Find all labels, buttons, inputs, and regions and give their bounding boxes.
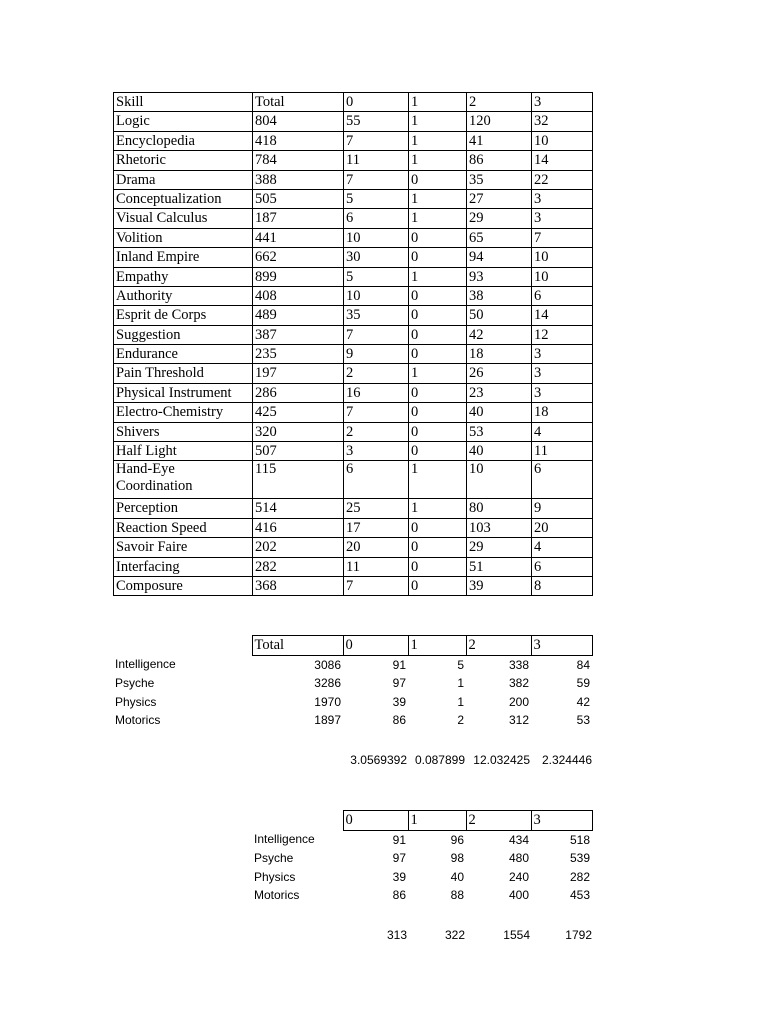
value-cell: 115 (253, 461, 344, 499)
value-cell: 202 (253, 538, 344, 557)
header-cell: Skill (114, 93, 253, 112)
value-cell: 1 (409, 364, 467, 383)
value-cell: 1 (409, 151, 467, 170)
value-cell: 6 (344, 461, 409, 499)
value-cell: 1 (409, 267, 467, 286)
value-cell: 7 (344, 576, 409, 595)
pct-cell: 2.324446 (541, 753, 592, 767)
value-cell: 18 (532, 403, 593, 422)
table-row (114, 267, 593, 286)
value-cell: 5 (457, 657, 464, 672)
table-row (114, 364, 593, 383)
skill-name-cell: Composure (114, 576, 253, 595)
value-cell: 282 (569, 869, 590, 884)
sum-row (342, 928, 592, 942)
value-cell: 1 (409, 189, 467, 208)
attribute-name-cell: Physics (115, 694, 157, 709)
value-cell: 29 (467, 538, 532, 557)
value-cell: 53 (467, 422, 532, 441)
value-cell: 5 (344, 189, 409, 208)
value-cell: 282 (253, 557, 344, 576)
empty-cell (113, 636, 252, 656)
value-cell: 6 (344, 209, 409, 228)
value-cell: 1 (457, 676, 464, 691)
table-row (114, 442, 593, 461)
value-cell: 2 (344, 364, 409, 383)
value-cell: 441 (253, 228, 344, 247)
value-cell: 103 (467, 518, 532, 537)
sum-cell: 322 (444, 928, 465, 942)
value-cell: 489 (253, 306, 344, 325)
value-cell: 4 (532, 538, 593, 557)
skill-name-cell: Encyclopedia (114, 131, 253, 150)
value-cell: 480 (508, 851, 529, 866)
skill-name-cell: Savoir Faire (114, 538, 253, 557)
value-cell: 10 (344, 286, 409, 305)
value-cell: 35 (467, 170, 532, 189)
table-row (114, 499, 593, 518)
value-cell: 320 (253, 422, 344, 441)
attribute-name-cell: Intelligence (254, 832, 315, 847)
skill-name-cell: Electro-Chemistry (114, 403, 253, 422)
skill-name-cell: Conceptualization (114, 189, 253, 208)
cumulative-table (252, 810, 593, 905)
value-cell: 3 (532, 345, 593, 364)
value-cell: 7 (344, 325, 409, 344)
value-cell: 0 (409, 286, 467, 305)
value-cell: 20 (344, 538, 409, 557)
value-cell: 10 (532, 131, 593, 150)
value-cell: 0 (409, 442, 467, 461)
value-cell: 539 (569, 851, 590, 866)
table-row (252, 886, 592, 905)
table-row (113, 674, 592, 693)
value-cell: 30 (344, 248, 409, 267)
value-cell: 1 (457, 694, 464, 709)
value-cell: 0 (409, 325, 467, 344)
value-cell: 453 (569, 888, 590, 903)
value-cell: 11 (344, 151, 409, 170)
header-cell: 2 (466, 811, 531, 831)
value-cell: 1 (409, 112, 467, 131)
value-cell: 80 (467, 499, 532, 518)
value-cell: 418 (253, 131, 344, 150)
attributes-table (113, 635, 593, 730)
value-cell: 97 (392, 676, 406, 691)
table-row (114, 422, 593, 441)
value-cell: 35 (344, 306, 409, 325)
value-cell: 59 (576, 676, 590, 691)
header-cell: 1 (408, 636, 466, 656)
value-cell: 2 (457, 713, 464, 728)
header-cell: 2 (467, 93, 532, 112)
value-cell: 3 (532, 189, 593, 208)
value-cell: 51 (467, 557, 532, 576)
value-cell: 7 (344, 403, 409, 422)
table-row (114, 248, 593, 267)
value-cell: 416 (253, 518, 344, 537)
sum-cell: 313 (386, 928, 407, 942)
skill-name-cell: Physical Instrument (114, 383, 253, 402)
value-cell: 7 (344, 131, 409, 150)
attribute-name-cell: Motorics (115, 713, 161, 728)
value-cell: 88 (450, 888, 464, 903)
value-cell: 91 (392, 832, 406, 847)
value-cell: 408 (253, 286, 344, 305)
value-cell: 1 (409, 499, 467, 518)
pct-cell: 12.032425 (473, 753, 530, 767)
table-row (113, 693, 592, 712)
value-cell: 86 (392, 888, 406, 903)
table-row (114, 538, 593, 557)
skill-name-cell: Hand-Eye Coordination (114, 461, 253, 499)
skill-name-cell: Endurance (114, 345, 253, 364)
value-cell: 14 (532, 306, 593, 325)
table-row (114, 209, 593, 228)
table-row (113, 711, 592, 730)
value-cell: 39 (467, 576, 532, 595)
skill-name-cell: Pain Threshold (114, 364, 253, 383)
empty-cell (252, 811, 343, 831)
attribute-name-cell: Physics (254, 869, 296, 884)
pct-cell: 0.087899 (414, 753, 465, 767)
skill-name-cell: Drama (114, 170, 253, 189)
value-cell: 3 (532, 364, 593, 383)
value-cell: 20 (532, 518, 593, 537)
value-cell: 12 (532, 325, 593, 344)
sum-cell: 1792 (565, 928, 592, 942)
value-cell: 0 (409, 403, 467, 422)
value-cell: 97 (392, 851, 406, 866)
value-cell: 382 (508, 676, 529, 691)
value-cell: 3286 (314, 676, 341, 691)
value-cell: 40 (467, 403, 532, 422)
value-cell: 50 (467, 306, 532, 325)
value-cell: 11 (532, 442, 593, 461)
table-row (114, 461, 593, 499)
value-cell: 120 (467, 112, 532, 131)
header-cell: 2 (466, 636, 531, 656)
value-cell: 53 (576, 713, 590, 728)
value-cell: 0 (409, 228, 467, 247)
value-cell: 240 (508, 869, 529, 884)
value-cell: 662 (253, 248, 344, 267)
value-cell: 1970 (314, 694, 341, 709)
value-cell: 84 (576, 657, 590, 672)
value-cell: 10 (532, 248, 593, 267)
value-cell: 11 (344, 557, 409, 576)
value-cell: 9 (344, 345, 409, 364)
value-cell: 25 (344, 499, 409, 518)
value-cell: 32 (532, 112, 593, 131)
value-cell: 16 (344, 383, 409, 402)
header-cell: 3 (532, 93, 593, 112)
header-cell: 3 (531, 811, 592, 831)
sum-cell: 1554 (503, 928, 530, 942)
value-cell: 0 (409, 422, 467, 441)
value-cell: 3086 (314, 657, 341, 672)
value-cell: 0 (409, 248, 467, 267)
value-cell: 41 (467, 131, 532, 150)
table-row (114, 576, 593, 595)
table-row (114, 345, 593, 364)
skill-name-cell: Volition (114, 228, 253, 247)
value-cell: 0 (409, 345, 467, 364)
value-cell: 1 (409, 209, 467, 228)
table-row (114, 151, 593, 170)
table-row (252, 830, 592, 849)
value-cell: 10 (344, 228, 409, 247)
skill-name-cell: Visual Calculus (114, 209, 253, 228)
skill-name-cell: Perception (114, 499, 253, 518)
header-cell: 3 (531, 636, 592, 656)
value-cell: 1 (409, 131, 467, 150)
value-cell: 1897 (314, 713, 341, 728)
value-cell: 518 (569, 832, 590, 847)
value-cell: 38 (467, 286, 532, 305)
value-cell: 6 (532, 286, 593, 305)
header-row (252, 811, 592, 831)
header-cell: Total (253, 93, 344, 112)
value-cell: 784 (253, 151, 344, 170)
skills-table (113, 92, 593, 596)
value-cell: 235 (253, 345, 344, 364)
value-cell: 0 (409, 576, 467, 595)
skill-name-cell: Reaction Speed (114, 518, 253, 537)
value-cell: 17 (344, 518, 409, 537)
value-cell: 899 (253, 267, 344, 286)
value-cell: 42 (467, 325, 532, 344)
value-cell: 55 (344, 112, 409, 131)
value-cell: 804 (253, 112, 344, 131)
header-cell: 0 (343, 636, 408, 656)
table-row (114, 189, 593, 208)
value-cell: 40 (450, 869, 464, 884)
value-cell: 8 (532, 576, 593, 595)
table-row (114, 518, 593, 537)
value-cell: 3 (532, 209, 593, 228)
skill-name-cell: Empathy (114, 267, 253, 286)
attribute-name-cell: Motorics (254, 888, 300, 903)
value-cell: 42 (576, 694, 590, 709)
header-row (114, 93, 593, 112)
attribute-name-cell: Psyche (254, 851, 294, 866)
skill-name-cell: Esprit de Corps (114, 306, 253, 325)
value-cell: 18 (467, 345, 532, 364)
skill-name-cell: Authority (114, 286, 253, 305)
value-cell: 86 (392, 713, 406, 728)
table-row (114, 383, 593, 402)
value-cell: 0 (409, 306, 467, 325)
value-cell: 65 (467, 228, 532, 247)
value-cell: 368 (253, 576, 344, 595)
table-row (114, 112, 593, 131)
table-row (114, 306, 593, 325)
header-cell: Total (252, 636, 343, 656)
table-row (114, 557, 593, 576)
value-cell: 400 (508, 888, 529, 903)
value-cell: 1 (409, 461, 467, 499)
value-cell: 22 (532, 170, 593, 189)
table-row (114, 325, 593, 344)
value-cell: 10 (467, 461, 532, 499)
value-cell: 338 (508, 657, 529, 672)
table-row (114, 170, 593, 189)
table-row (114, 403, 593, 422)
table-row (113, 655, 592, 674)
value-cell: 507 (253, 442, 344, 461)
value-cell: 434 (508, 832, 529, 847)
value-cell: 27 (467, 189, 532, 208)
header-cell: 0 (343, 811, 408, 831)
value-cell: 10 (532, 267, 593, 286)
value-cell: 4 (532, 422, 593, 441)
value-cell: 40 (467, 442, 532, 461)
value-cell: 93 (467, 267, 532, 286)
value-cell: 0 (409, 518, 467, 537)
value-cell: 14 (532, 151, 593, 170)
value-cell: 5 (344, 267, 409, 286)
value-cell: 98 (450, 851, 464, 866)
header-cell: 1 (408, 811, 466, 831)
value-cell: 6 (532, 557, 593, 576)
value-cell: 7 (344, 170, 409, 189)
value-cell: 3 (532, 383, 593, 402)
value-cell: 388 (253, 170, 344, 189)
value-cell: 0 (409, 170, 467, 189)
value-cell: 0 (409, 557, 467, 576)
skill-name-cell: Rhetoric (114, 151, 253, 170)
table-row (252, 849, 592, 868)
value-cell: 23 (467, 383, 532, 402)
value-cell: 514 (253, 499, 344, 518)
header-cell: 1 (409, 93, 467, 112)
value-cell: 0 (409, 538, 467, 557)
skill-name-cell: Logic (114, 112, 253, 131)
value-cell: 425 (253, 403, 344, 422)
value-cell: 200 (508, 694, 529, 709)
value-cell: 286 (253, 383, 344, 402)
value-cell: 187 (253, 209, 344, 228)
value-cell: 312 (508, 713, 529, 728)
attribute-name-cell: Psyche (115, 676, 155, 691)
value-cell: 91 (392, 657, 406, 672)
header-cell: 0 (344, 93, 409, 112)
skill-name-cell: Suggestion (114, 325, 253, 344)
value-cell: 7 (532, 228, 593, 247)
table-row (252, 868, 592, 887)
value-cell: 86 (467, 151, 532, 170)
value-cell: 96 (450, 832, 464, 847)
attribute-name-cell: Intelligence (115, 657, 176, 672)
value-cell: 39 (392, 694, 406, 709)
header-row (113, 636, 592, 656)
value-cell: 29 (467, 209, 532, 228)
skill-name-cell: Shivers (114, 422, 253, 441)
skill-name-cell: Inland Empire (114, 248, 253, 267)
value-cell: 387 (253, 325, 344, 344)
value-cell: 94 (467, 248, 532, 267)
value-cell: 3 (344, 442, 409, 461)
value-cell: 26 (467, 364, 532, 383)
value-cell: 197 (253, 364, 344, 383)
table-row (114, 228, 593, 247)
percentage-row (340, 753, 592, 767)
value-cell: 505 (253, 189, 344, 208)
pct-cell: 3.0569392 (350, 753, 407, 767)
value-cell: 2 (344, 422, 409, 441)
table-row (114, 131, 593, 150)
value-cell: 0 (409, 383, 467, 402)
skill-name-cell: Half Light (114, 442, 253, 461)
skill-name-cell: Interfacing (114, 557, 253, 576)
value-cell: 6 (532, 461, 593, 499)
value-cell: 9 (532, 499, 593, 518)
table-row (114, 286, 593, 305)
value-cell: 39 (392, 869, 406, 884)
